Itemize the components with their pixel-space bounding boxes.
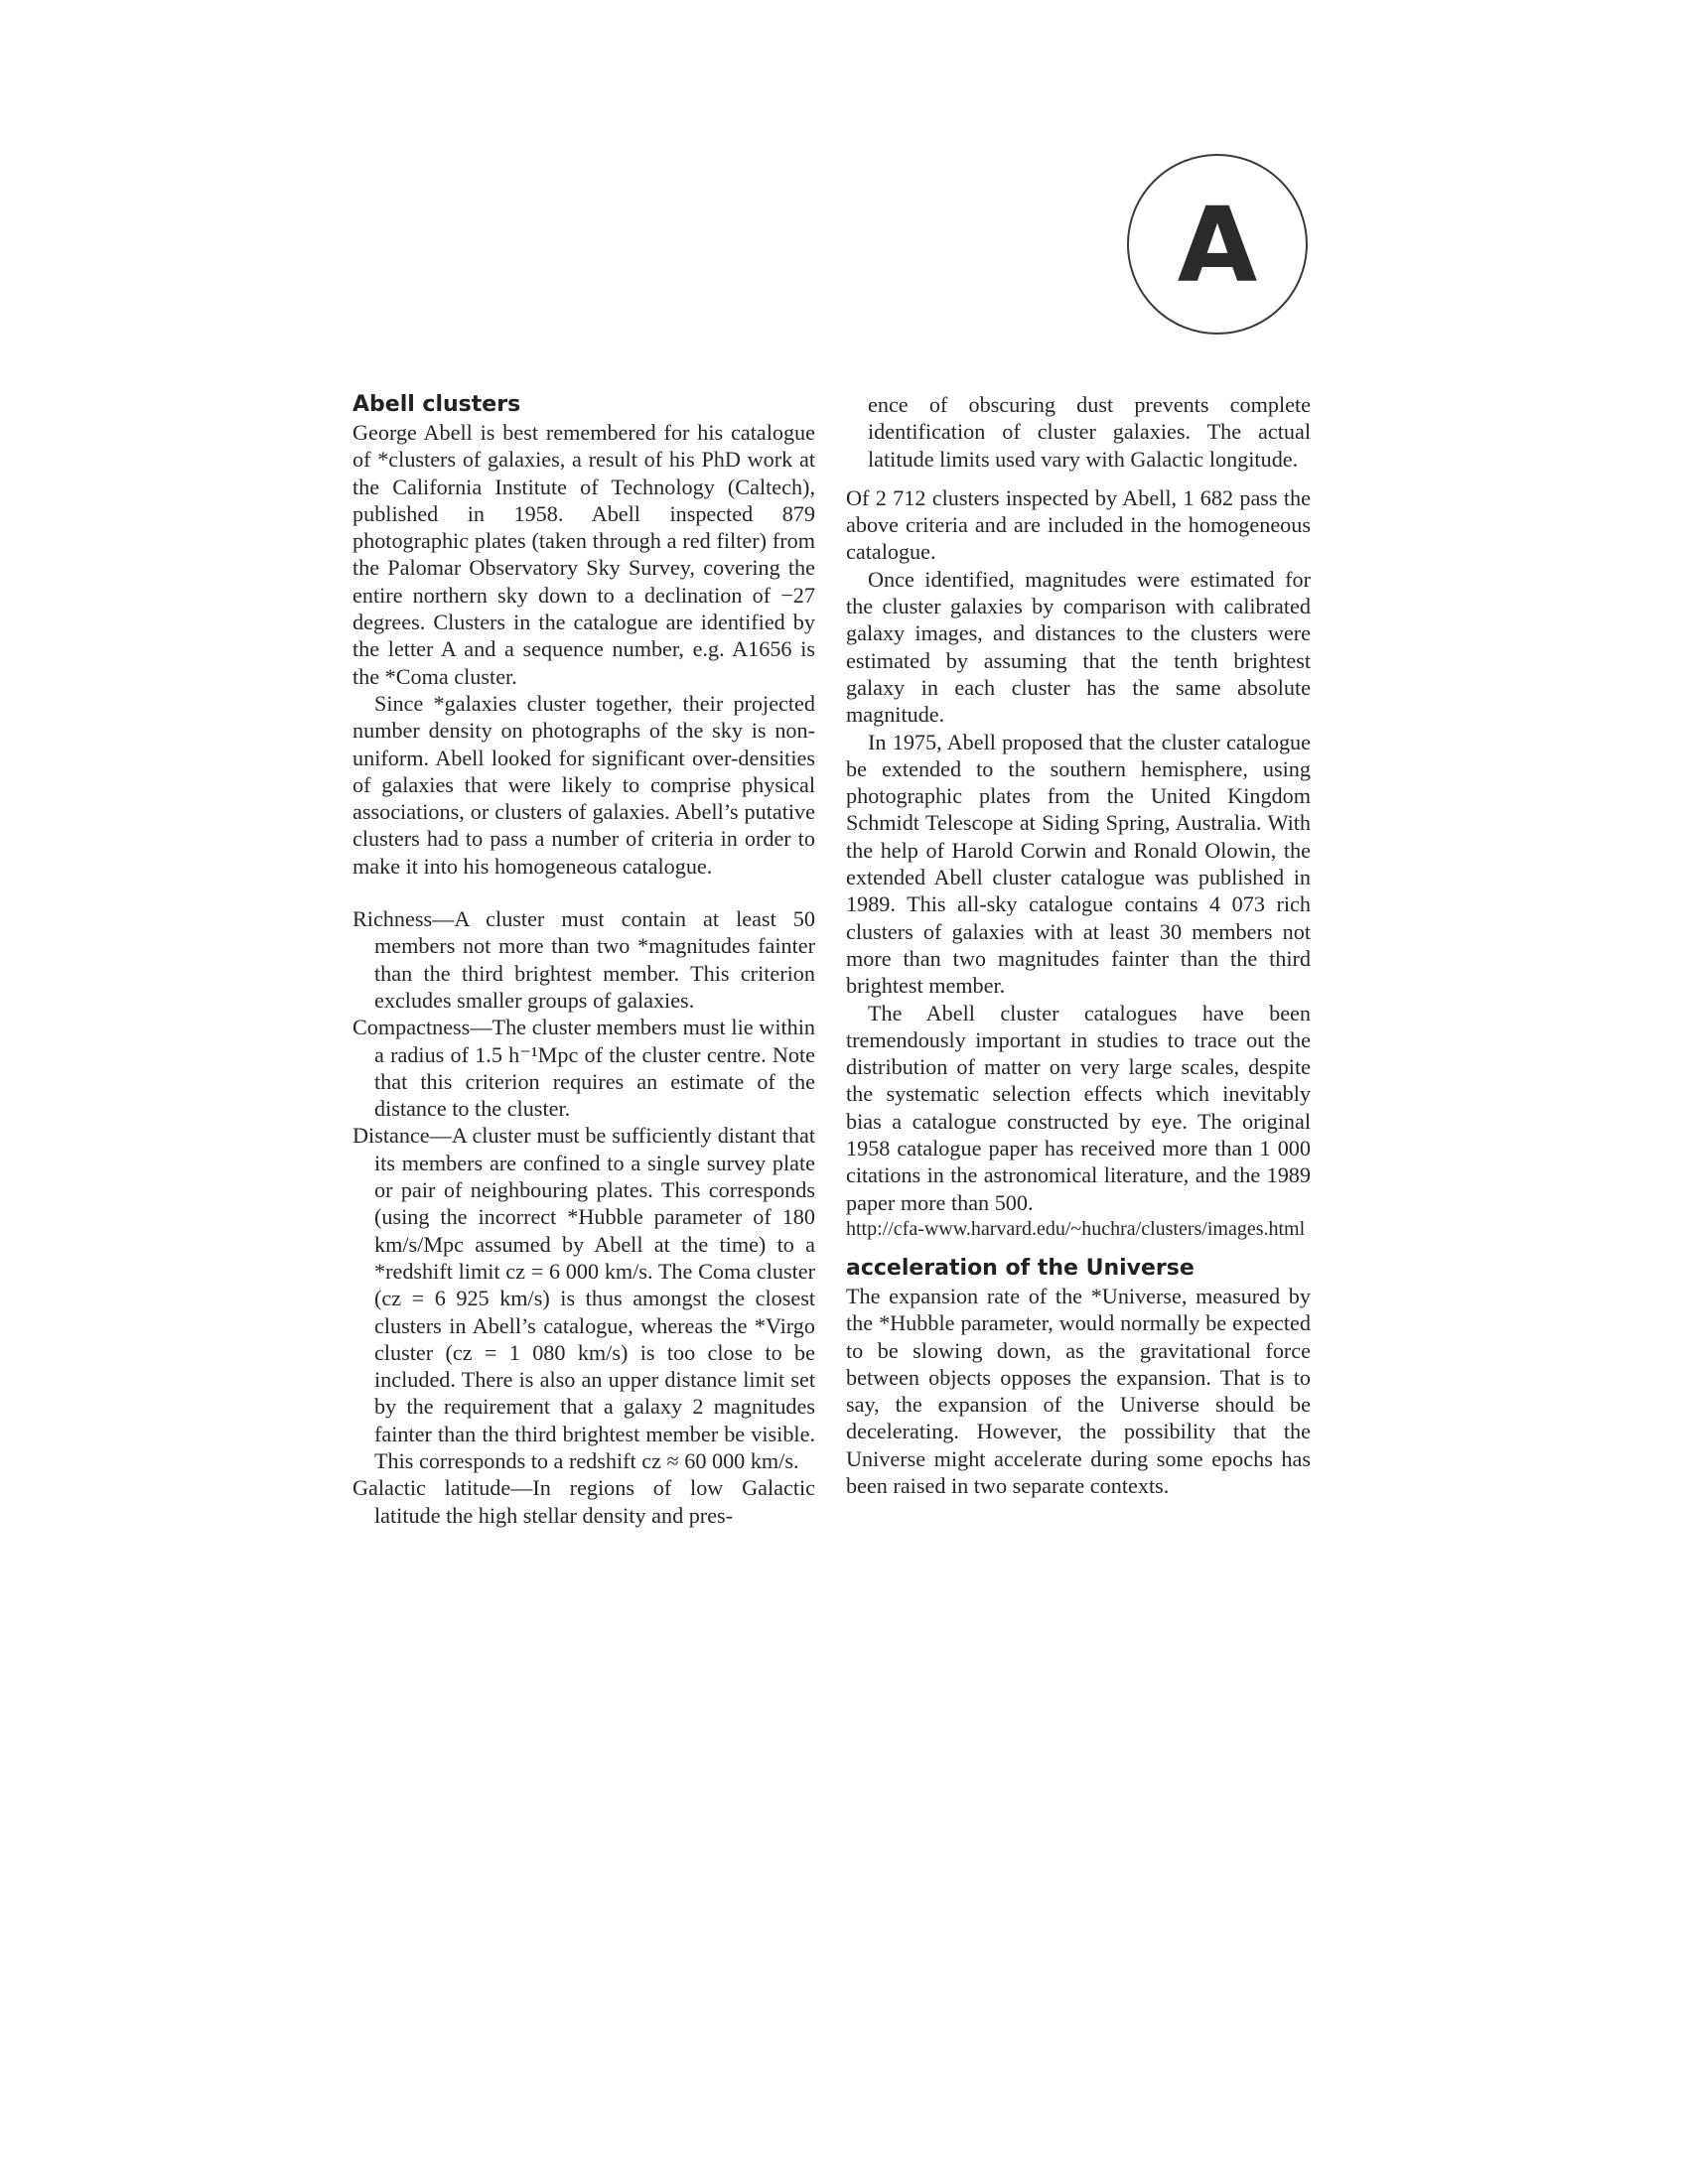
- abell-paragraph-3: Of 2 712 clusters inspected by Abell, 1 682 pass the above criteria and are included in the homogeneous catalogue.: [846, 484, 1311, 565]
- criterion-term: Distance: [352, 1123, 430, 1149]
- left-column: [352, 391, 815, 1529]
- criteria-list: [352, 905, 815, 1529]
- criterion-galactic-latitude: [352, 1474, 815, 1529]
- abell-paragraph-6: The Abell cluster catalogues have been tremendously important in studies to trace out the distribution of matter on very large scales, despite the systematic selection effects which inevitably bias a catalogue constructed by eye. The original 1958 catalogue paper has received more than 1 000 citations in the astronomical literature, and the 1989 paper more than 500.: [846, 1000, 1311, 1215]
- criterion-continuation: ence of obscuring dust prevents complete identification of cluster galaxies. The actual latitude limits used vary with Galactic longitude.: [868, 392, 1311, 472]
- abell-paragraph-1: George Abell is best remembered for his catalogue of *clusters of galaxies, a result of his PhD work at the California Institute of Technology (Caltech), published in 1958. Abell inspected 879 photographic plates (taken through a red filter) from the Palomar Observatory Sky Survey, covering the entire northern sky down to a declination of −27 degrees. Clusters in the catalogue are identified by the letter A and a sequence number, e.g. A1656 is the *Coma cluster.: [352, 420, 815, 689]
- right-column: [846, 391, 1311, 1499]
- criterion-term: Galactic latitude: [352, 1475, 511, 1501]
- acceleration-paragraph-1: The expansion rate of the *Universe, measured by the *Hubble parameter, would normally be expected to be slowing down, as the gravitational force between objects opposes the expansion. That is to say, the expansion of the Universe should be decelerating. However, the possibility that the Universe might accelerate during some epochs has been raised in two separate contexts.: [846, 1283, 1311, 1498]
- criterion-text: —In regions of low Galactic latitude the high stellar density and pres-: [374, 1475, 815, 1528]
- criterion-distance: [352, 1122, 815, 1474]
- criterion-text: —The cluster members must lie within a radius of 1.5 h⁻¹Mpc of the cluster centre. Note that this criterion requires an estimate of the distance to the cluster.: [374, 1015, 815, 1122]
- criterion-compactness: [352, 1014, 815, 1122]
- section-letter: A: [1177, 185, 1258, 306]
- abell-paragraph-5: In 1975, Abell proposed that the cluster catalogue be extended to the southern hemisphere, using photographic plates from the United Kingdom Schmidt Telescope at Siding Spring, Australia. With the help of Harold Corwin and Ronald Olowin, the extended Abell cluster catalogue was published in 1989. This all-sky catalogue contains 4 073 rich clusters of galaxies with at least 30 members not more than two magnitudes fainter than the third brightest member.: [846, 729, 1311, 999]
- criterion-richness: [352, 905, 815, 1014]
- abell-paragraph-4: Once identified, magnitudes were estimated for the cluster galaxies by comparison with calibrated galaxy images, and distances to the clusters were estimated by assuming that the tenth brightest galaxy in each cluster has the same absolute magnitude.: [846, 566, 1311, 728]
- criterion-term: Richness: [352, 906, 433, 932]
- entry-heading-abell-clusters: Abell clusters: [352, 392, 521, 417]
- criterion-text: —A cluster must be sufficiently distant that its members are confined to a single survey plate or pair of neighbouring plates. This corresponds (using the incorrect *Hubble parameter of 180 km/s/Mpc assumed by Abell at the time) to a *redshift limit cz = 6 000 km/s. The Coma cluster (cz = 6 925 km/s) is thus amongst the closest clusters in Abell’s catalogue, whereas the *Virgo cluster (cz = 1 080 km/s) is too close to be included. There is also an upper distance limit set by the requirement that a galaxy 2 magnitudes fainter than the third brightest member be visible. This corresponds to a redshift cz ≈ 60 000 km/s.: [374, 1123, 815, 1473]
- section-letter-badge: [1127, 154, 1308, 335]
- abell-paragraph-2: Since *galaxies cluster together, their projected number density on photographs of the sky is non-uniform. Abell looked for significant over-densities of galaxies that were likely to comprise physical associations, or clusters of galaxies. Abell’s putative clusters had to pass a number of criteria in order to make it into his homogeneous catalogue.: [352, 690, 815, 879]
- reference-link[interactable]: http://cfa-www.harvard.edu/~huchra/clusters/images.html: [846, 1217, 1306, 1240]
- criterion-text: —A cluster must contain at least 50 members not more than two *magnitudes fainter than the third brightest member. This criterion excludes smaller groups of galaxies.: [374, 906, 815, 1013]
- criterion-term: Compactness: [352, 1015, 471, 1040]
- entry-heading-acceleration: acceleration of the Universe: [846, 1255, 1195, 1281]
